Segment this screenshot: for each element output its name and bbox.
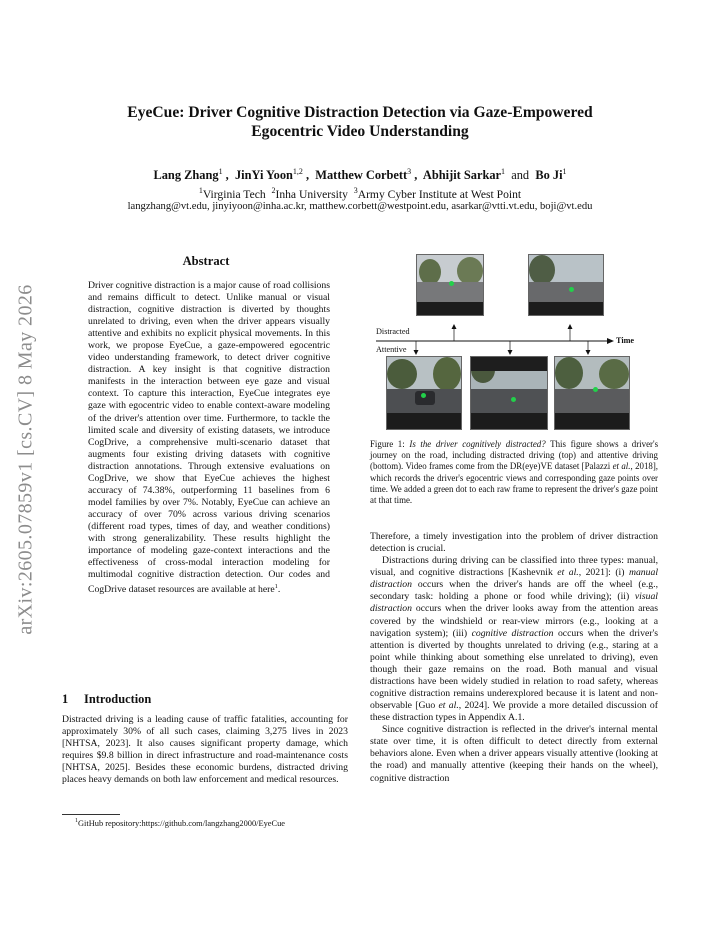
term-manual-distraction: manual distraction xyxy=(370,567,659,591)
affiliation: Virginia Tech xyxy=(202,187,266,201)
text-run: occurs when the driver's hands are off the wheel (e.g., secondary task: holding a phone or food while driving); (ii) xyxy=(370,579,658,603)
author-affil-sup: 1 xyxy=(501,167,506,176)
affiliation: Army Cyber Institute at West Point xyxy=(357,187,522,201)
author-name: JinYi Yoon xyxy=(234,168,293,183)
abstract-body: Driver cognitive distraction is a major cause of road collisions and remains difficult to detect. Unlike manual or visual distraction, cognitive distraction is diverted by thoughts unrelated to driving, even when the driver appears visually attentive and exhibits no explicit physical movements. In this work, we propose EyeCue, a gaze-empowered egocentric video understanding framework, to detect driver cognitive distraction. A key insight is that cognitive distraction manifests in the interaction between eye gaze and visual context. To capture this interaction, EyeCue integrates eye gaze with egocentric video to enable context-aware modeling of the driver's attention over time. Furthermore, to tackle the limited scale and diversity of existing datasets, we introduce CogDrive, a comprehensive multi-scenario dataset that augments four existing driving datasets with cognitive distraction annotations. Through extensive evaluations on CogDrive, we show that EyeCue achieves the highest accuracy of 74.38%, outperforming 11 baselines from 6 model families by over 7%. Notably, EyeCue can achieve an accuracy of over 70% across various driving scenarios (different road types, times of day, and weather conditions) with strong generalizability. These results highlight the importance of modeling gaze-context interactions and the effectiveness of cross-modal interaction modeling for multimodal cognitive distraction detection. Our codes and CogDrive dataset resources are available at here$^1$. xyxy=(88,280,330,596)
gaze-dot xyxy=(511,397,516,402)
affil-sup: 1 xyxy=(198,186,203,195)
introduction-paragraph: Distracted driving is a leading cause of traffic fatalities, accounting for approximately 30% of all such cases, claiming 3,275 lives in 2023 [NHTSA, 2023]. It also causes significant property damage, which requires $9.8 billion in direct infrastructure and road-maintenance costs [NHTSA, 2025]. Besides these economic burdens, distracted driving places heavy demands on both law enforcement and medical resources. xyxy=(62,714,348,786)
caption-text: This figure shows a driver's journey on the road, including distracted driving (top) and attentive driving (bottom). Video frames come from the DR(eye)VE dataset [Palazzi xyxy=(370,439,659,472)
caption-label: Figure 1: xyxy=(370,439,405,449)
author-list: Lang Zhang$^1$ , JinYi Yoon$^{1,2}$ , Matthew Corbett$^3$ , Abhijit Sarkar$^1$ and Bo Ji$^1$ xyxy=(153,167,567,183)
term-visual-distraction: visual distraction xyxy=(370,591,658,615)
citation-etal: et al. xyxy=(438,700,459,712)
label-attentive: Attentive xyxy=(376,345,407,354)
author-affil-sup: 1,2 xyxy=(292,167,303,176)
paper-title xyxy=(60,103,660,141)
video-frame-attentive-1 xyxy=(386,356,462,430)
video-frame-attentive-3 xyxy=(554,356,630,430)
abstract-text: Driver cognitive distraction is a major cause of road collisions and remains difficult to detect. Unlike manual or visual distraction, cognitive distraction is diverted by thoughts unrelated to driving, even when the driver appears visually attentive and exhibits no explicit physical movements. In this work, we propose EyeCue, a gaze-empowered egocentric video understanding framework, to detect driver cognitive distraction. A key insight is that cognitive distraction manifests in the interaction between eye gaze and visual context. To capture this interaction, EyeCue integrates eye gaze with egocentric video to enable context-aware modeling of the driver's attention over time. Furthermore, to tackle the limited scale and diversity of existing datasets, we introduce CogDrive, a comprehensive multi-scenario dataset that augments four existing driving datasets with cognitive distraction annotations. Through extensive evaluations on CogDrive, we show that EyeCue achieves the highest accuracy of 74.38%, outperforming 11 baselines from 6 model families by over 7%. Notably, EyeCue can achieve an accuracy of over 70% across various driving scenarios (different road types, times of day, and weather conditions) with strong generalizability. These results highlight the importance of modeling gaze-context interactions and the effectiveness of cross-modal interaction modeling for multimodal cognitive distraction detection. Our codes and CogDrive dataset resources are available at here xyxy=(88,280,330,596)
figure-1-caption xyxy=(370,439,658,506)
author-affil-sup: 1 xyxy=(562,167,567,176)
title-line-1: EyeCue: Driver Cognitive Distraction Detection via Gaze-Empowered xyxy=(127,104,593,121)
gaze-dot xyxy=(421,393,426,398)
author-name: Matthew Corbett xyxy=(315,168,408,183)
video-frame-attentive-2 xyxy=(470,356,548,430)
footnote-divider xyxy=(62,814,120,815)
caption-etal: et al. xyxy=(612,461,631,472)
author-name: Bo Ji xyxy=(535,168,563,183)
figure-1 xyxy=(372,252,662,434)
affil-sup: 2 xyxy=(271,186,276,195)
section-title: Introduction xyxy=(84,692,152,706)
citation-etal: et al. xyxy=(557,567,579,579)
text-run: Distractions during driving can be classified into three types: manual, visual, and cognitive distractions [Kashevnik xyxy=(370,555,658,579)
author-affil-sup: 1 xyxy=(218,167,223,176)
text-run: occurs when the driver's attention is diverted by thoughts unrelated to driving (e.g., staring at a point while thinking about something else unrelated to driving), even though their gaze remains on the road. Both manual and visual distractions have been widely studied in relation to road safety, whereas cognitive distraction remains underexplored because it is latent and non-observable [Guo xyxy=(370,627,658,712)
footnote-text[interactable]: GitHub repository:https://github.com/langzhang2000/EyeCue xyxy=(78,818,286,828)
author-affil-sup: 3 xyxy=(407,167,412,176)
title-line-2: Egocentric Video Understanding xyxy=(251,123,469,140)
and-word: and xyxy=(511,168,530,183)
footnote-ref[interactable]: 1 xyxy=(274,583,278,591)
gaze-dot xyxy=(593,387,598,392)
text-run: , 2024]. We provide a more detailed discussion of these distraction types in Appendix A.1. xyxy=(370,700,659,724)
text-run: , 2021]: (i) xyxy=(578,567,629,579)
footnote-mark: 1 xyxy=(75,818,78,824)
abstract-heading: Abstract xyxy=(182,254,230,268)
caption-question: Is the driver cognitively distracted? xyxy=(409,439,546,449)
label-time: Time xyxy=(616,336,635,345)
paragraph: Since cognitive distraction is reflected in the driver's internal mental state over time, it is often difficult to detect directly from external behaviors alone. Even when a driver appears visually attentive (looking at the road) and manually attentive (keeping their hands on the wheel), cognitive distraction xyxy=(370,724,658,784)
author-name: Abhijit Sarkar xyxy=(422,168,502,183)
author-name: Lang Zhang xyxy=(153,168,219,183)
text-run: occurs when the driver looks away from the attention areas covered by the windshield or rear-view mirrors (e.g., looking at a navigation system); (iii) xyxy=(370,603,658,639)
affiliation: Inha University xyxy=(275,187,348,201)
right-column-body xyxy=(370,531,658,785)
caption-text-2: , 2018], which records the driver's egocentric views and corresponding gaze points over time. We added a green dot to each raw frame to represent the driver's gaze point at that time. xyxy=(370,461,658,506)
section-heading-introduction xyxy=(62,692,151,707)
arxiv-identifier[interactable]: arXiv:2605.07859v1 [cs.CV] 8 May 2026 xyxy=(14,284,37,635)
paragraph: Therefore, a timely investigation into the problem of driver distraction detection is crucial. xyxy=(370,531,658,555)
section-number: 1 xyxy=(62,692,69,706)
paragraph-distraction-types xyxy=(370,555,658,724)
footnote xyxy=(75,818,285,828)
label-distracted: Distracted xyxy=(376,327,410,336)
affil-sup: 3 xyxy=(353,186,358,195)
term-cognitive-distraction: cognitive distraction xyxy=(471,627,554,639)
author-emails: langzhang@vt.edu, jinyiyoon@inha.ac.kr, matthew.corbett@westpoint.edu, asarkar@vtti.vt.edu, boji@vt.edu xyxy=(127,201,593,212)
